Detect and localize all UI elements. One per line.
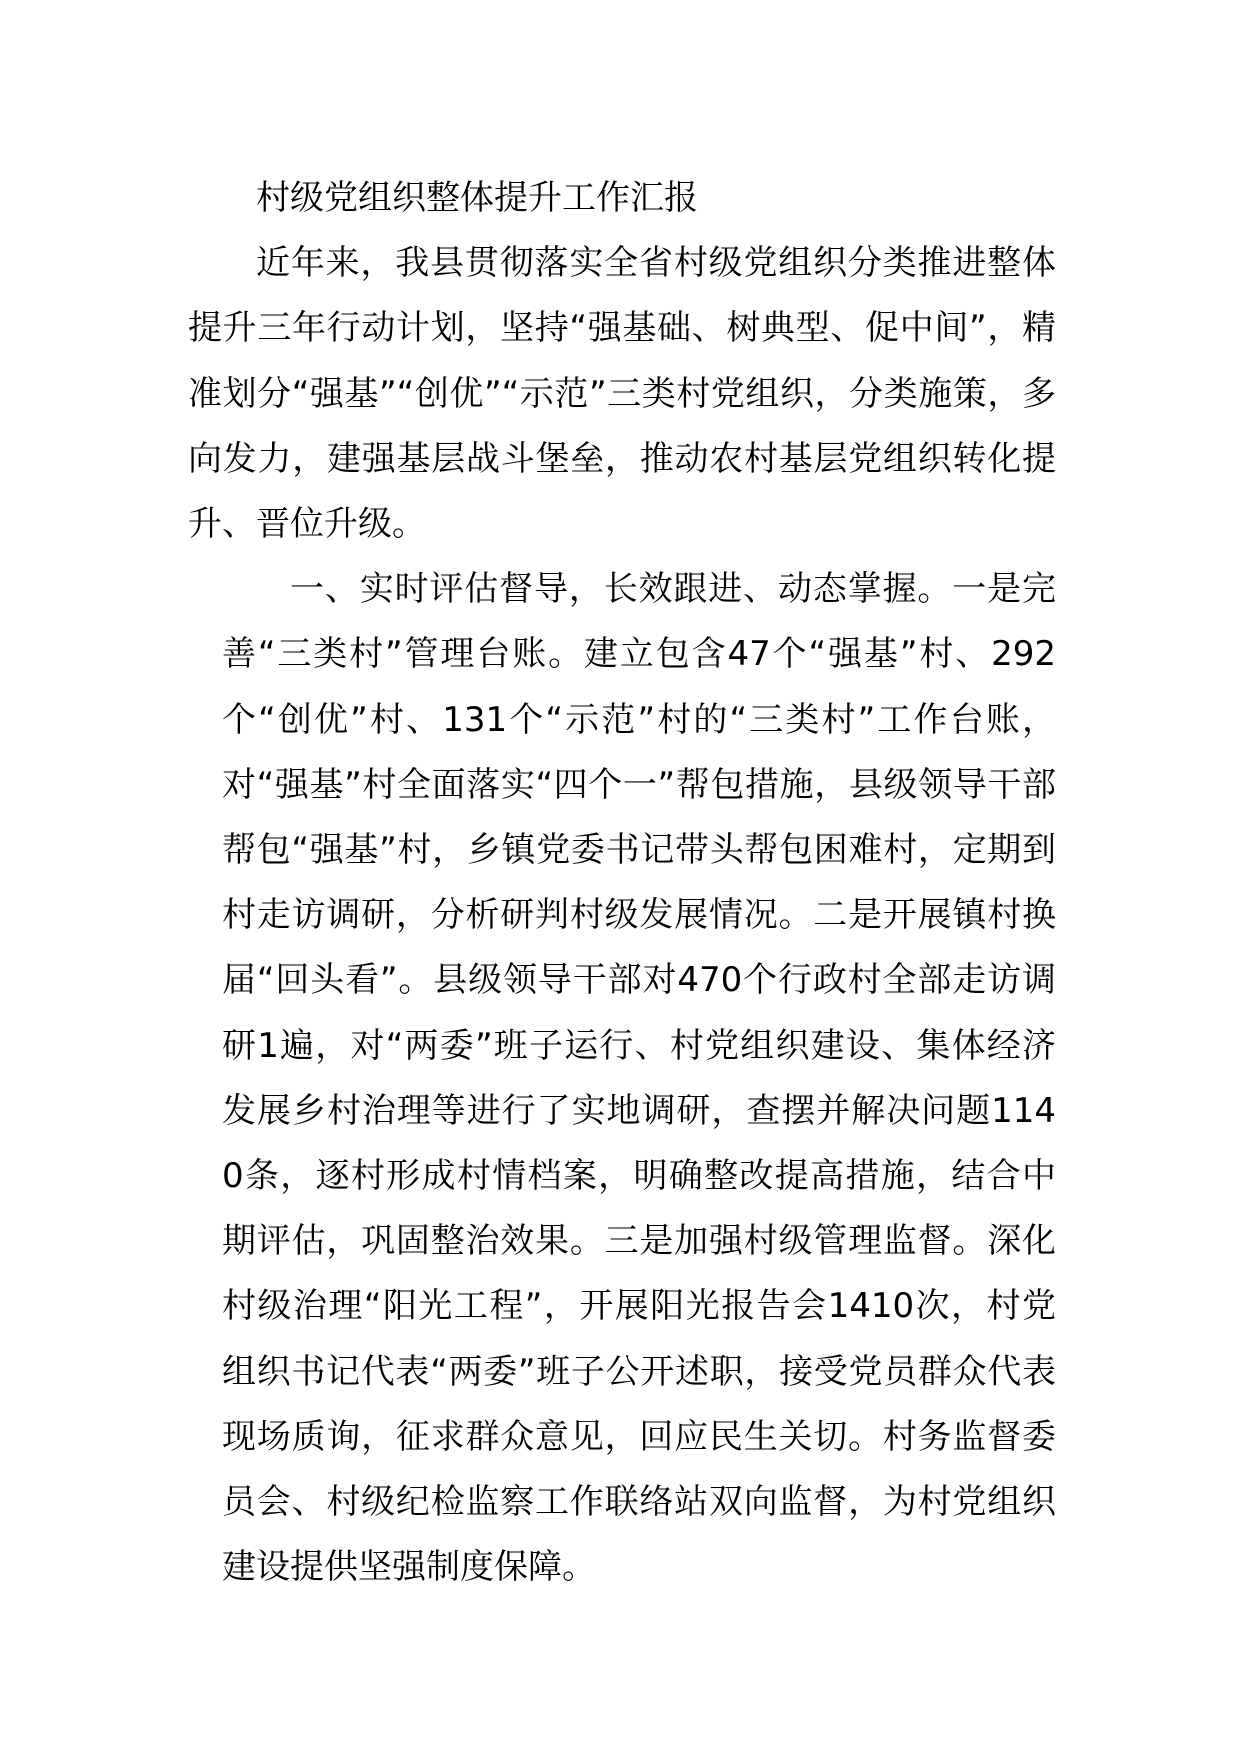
document-body [188,166,1056,1600]
paragraph-intro: 近年来，我县贯彻落实全省村级党组织分类推进整体提升三年行动计划，坚持“强基础、树典型、促中间”，精准划分“强基”“创优”“示范”三类村党组织，分类施策，多向发力，建强基层战斗堡垒，推动农村基层党组织转化提升、晋位升级。 [188,243,1056,545]
document-title: 村级党组织整体提升工作汇报 [256,178,698,218]
paragraph-section-one: 一、实时评估督导，长效跟进、动态掌握。一是完善“三类村”管理台账。建立包含47个“强基”村、292个“创优”村、131个“示范”村的“三类村”工作台账，对“强基”村全面落实“四个一”帮包措施，县级领导干部帮包“强基”村，乡镇党委书记带头帮包困难村，定期到村走访调研，分析研判村级发展情况。二是开展镇村换届“回头看”。县级领导干部对470个行政村全部走访调研1遍，对“两委”班子运行、村党组织建设、集体经济发展乡村治理等进行了实地调研，查摆并解决问题1140条，逐村形成村情档案，明确整改提高措施，结合中期评估，巩固整治效果。三是加强村级管理监督。深化村级治理“阳光工程”，开展阳光报告会1410次，村党组织书记代表“两委”班子公开述职，接受党员群众代表现场质询，征求群众意见，回应民生关切。村务监督委员会、村级纪检监察工作联络站双向监督，为村党组织建设提供坚强制度保障。 [222,569,1056,1588]
